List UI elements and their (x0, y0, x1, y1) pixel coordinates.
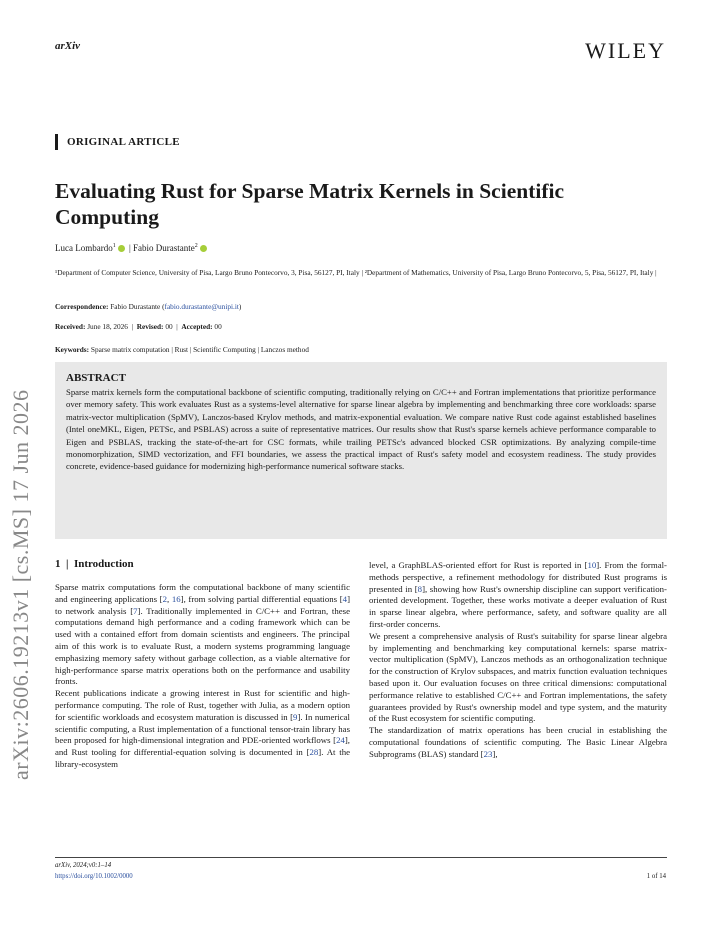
keywords-label: Keywords: (55, 345, 90, 354)
left-column (55, 582, 350, 771)
text-run: Sparse matrix computations form the computational backbone of many scientific and engineering applications [ (55, 582, 350, 604)
correspondence-label: Correspondence: (55, 302, 109, 311)
citation-link[interactable]: 9 (293, 711, 298, 722)
affiliation-marker: 2 (194, 243, 198, 249)
text-run: level, a GraphBLAS-oriented effort for Rust is reported in [ (369, 560, 588, 570)
author-separator: | (128, 243, 131, 253)
publisher-logo: WILEY (585, 38, 666, 63)
page-number: 1 of 14 (646, 873, 666, 880)
author-list (55, 243, 209, 253)
doi-link[interactable]: https://doi.org/10.1002/0000 (55, 873, 133, 880)
keywords (55, 345, 309, 354)
author-name: Fabio Durastante (133, 243, 195, 253)
paper-title: Evaluating Rust for Sparse Matrix Kernels in Scientific Computing (55, 179, 565, 229)
received-label: Received: (55, 322, 86, 331)
section-title: Introduction (73, 558, 134, 570)
text-run: ]. From the formal-methods perspective, a refinement methodology for distributed Rust programs is presented in [ (369, 560, 667, 594)
text-run: ]. At the library-ecosystem (55, 747, 350, 769)
arxiv-identifier: arXiv:2606.19213v1 [cs.MS] 17 Jun 2026 (8, 389, 33, 780)
citation-link[interactable]: 24 (336, 735, 345, 746)
footer-journal: arXiv, 2024;v0:1–14 (55, 862, 112, 869)
right-column (369, 560, 667, 761)
citation-link[interactable]: 16 (171, 593, 181, 604)
dates: Received: June 18, 2026 | Revised: 00 | Accepted: 00 (55, 322, 222, 331)
author-name: Luca Lombardo (55, 243, 113, 253)
text-run: ], and Rust tooling for differential-equation solving is documented in [ (55, 735, 350, 758)
citation-link[interactable]: 4 (342, 593, 348, 604)
paragraph (369, 560, 667, 631)
citation-link[interactable]: 2 (162, 593, 167, 604)
citation-link[interactable]: 10 (587, 560, 597, 570)
text-run: ], (492, 748, 498, 759)
revised-label: Revised: (136, 322, 164, 331)
citation-link[interactable]: 8 (417, 583, 423, 594)
orcid-icon[interactable] (118, 245, 125, 252)
text-run: , (167, 593, 172, 604)
orcid-icon[interactable] (200, 245, 207, 252)
keywords-value: Sparse matrix computation | Rust | Scientific Computing | Lanczos method (90, 345, 309, 354)
accepted-label: Accepted: (181, 322, 213, 331)
text-run: ] to network analysis [ (55, 593, 350, 616)
accepted-date: 00 (214, 322, 222, 331)
text-run: ]. Traditionally implemented in C/C++ and Fortran, these computations demand high performance and a coding framework which can be used with a contained effort from domain scientists and engineers. The principal aim of this work is to evaluate Rust, a modern systems programming language emphasizing memory safety without garbage collection, as a viable alternative for high-performance sparse matrix operations both on the performance and usability fronts. (55, 605, 350, 687)
article-type: ORIGINAL ARTICLE (55, 134, 180, 150)
citation-link[interactable]: 7 (133, 605, 138, 616)
paragraph (55, 688, 350, 771)
correspondence-name: Fabio Durastante ( (110, 302, 165, 311)
section-separator: | (66, 558, 69, 570)
text-run: ], from solving partial differential equations [ (180, 593, 343, 604)
abstract-text: Sparse matrix kernels form the computational backbone of scientific computing, traditionally relying on C/C++ and Fortran implementations that prioritize performance over memory safety. This work evaluates Rust as a systems-level alternative for sparse linear algebra by implementing and benchmarking three core workloads: sparse matrix-vector multiplication (SpMV), Lanczos-based Krylov methods, and matrix-exponential evaluation. We compare native Rust code against established baselines (Intel oneMKL, Eigen, PETSc, and PSBLAS) across a suite of representative matrices. Our results show that Rust's sparse kernels achieve performance comparable to Eigen and PSBLAS, tracking the state-of-the-art for CSC formats, while trailing PETSc's advanced blocked CSR optimizations. By analyzing compile-time monomorphization, SIMD vectorization, and FFI boundaries, we assess the practical impact of Rust's safety model and ecosystem readiness. The study provides concrete, evidence-based guidance for modernizing high-performance numerical software stacks. (66, 387, 656, 472)
paragraph (55, 582, 350, 688)
journal-name: arXiv (55, 40, 81, 52)
paragraph (369, 725, 667, 760)
received-date: June 18, 2026 (87, 322, 128, 331)
affiliations: ¹Department of Computer Science, University of Pisa, Largo Bruno Pontecorvo, 3, Pisa, 56127, PI, Italy | ²Department of Mathematics, University of Pisa, Largo Bruno Pontecorvo, 5, Pisa, 56127, PI, Italy | (55, 268, 657, 277)
revised-date: 00 (165, 322, 173, 331)
correspondence-email[interactable]: fabio.durastante@unipi.it (164, 302, 239, 311)
text-run: Recent publications indicate a growing interest in Rust for scientific and high-performance computing. The role of Rust, together with Julia, as a modern option for scientific workloads and ecosystem maturation is discussed in [ (55, 688, 350, 722)
text-run: ]. In numerical scientific computing, a Rust implementation of a functional tensor-train library has been proposed for high-dimensional integration and PDE-oriented workflows [ (55, 711, 350, 746)
text-run: ], showing how Rust's ownership discipline can support verification-oriented development. Together, these works motivate a deeper evaluation of Rust in sparse linear algebra, where performance, safety, and software quality are all first-order concerns. (369, 583, 667, 629)
citation-link[interactable]: 23 (483, 748, 493, 759)
section-heading (55, 558, 134, 570)
section-number: 1 (55, 558, 61, 570)
affiliation-marker: 1 (112, 243, 116, 249)
abstract-heading: ABSTRACT (66, 372, 126, 384)
correspondence (55, 302, 241, 311)
correspondence-close: ) (238, 302, 242, 311)
footer-divider (55, 857, 667, 858)
text-run: The standardization of matrix operations has been crucial in establishing the computational foundations of scientific computing. The Basic Linear Algebra Subprograms (BLAS) standard [ (369, 725, 667, 759)
citation-link[interactable]: 28 (309, 747, 319, 758)
paragraph: We present a comprehensive analysis of Rust's suitability for sparse linear algebra by implementing and benchmarking key computational kernels: sparse matrix-vector multiplication (SpMV), Lanczos methods as an orthogonalization technique for the construction of Krylov subspaces, and matrix function evaluation techniques based upon it. Our evaluation focuses on three critical dimensions: computational performance relative to established C/C++ and Fortran implementations, the safety guarantees provided by Rust's ownership model and type system, and the maturity of the Rust ecosystem for scientific computing. (369, 630, 667, 724)
